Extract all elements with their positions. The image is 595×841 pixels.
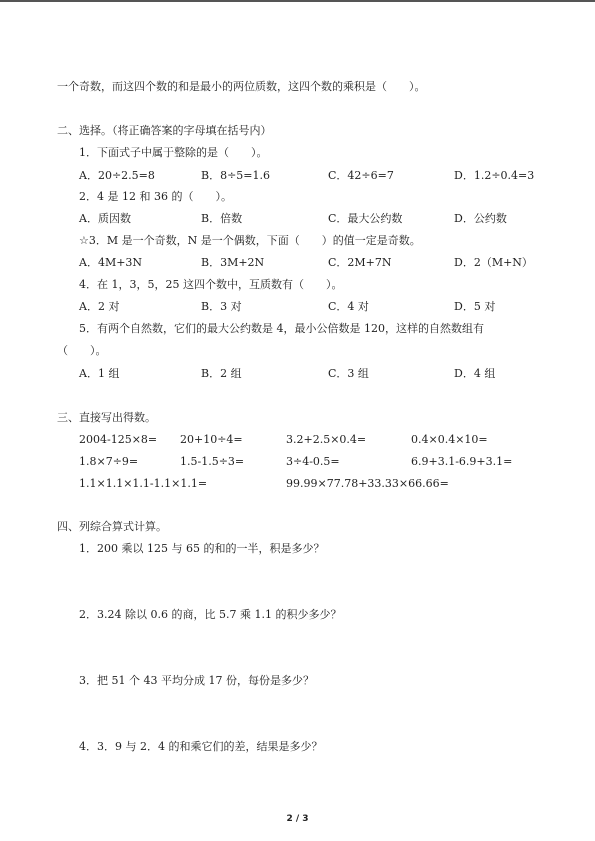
calc-r2-c2: 1.5-1.5÷3= bbox=[180, 455, 245, 468]
q2-option-d: D．公约数 bbox=[454, 212, 507, 225]
q5-option-d: D．4 组 bbox=[454, 367, 496, 380]
q5-option-a: A．1 组 bbox=[79, 367, 120, 380]
q4-text: 4．在 1，3，5，25 这四个数中，互质数有（ ）。 bbox=[79, 278, 343, 291]
calc-r3-c2: 99.99×77.78+33.33×66.66= bbox=[286, 477, 449, 490]
calc-r1-c2: 20+10÷4= bbox=[180, 433, 243, 446]
section3-title: 三、直接写出得数。 bbox=[57, 411, 156, 424]
q2-option-c: C．最大公约数 bbox=[328, 212, 403, 225]
q5-text-line1: 5．有两个自然数，它们的最大公约数是 4，最小公倍数是 120，这样的自然数组有 bbox=[79, 322, 484, 335]
q4-option-b: B．3 对 bbox=[201, 300, 242, 313]
word-problem-4: 4．3．9 与 2．4 的和乘它们的差，结果是多少？ bbox=[79, 740, 323, 753]
q3-option-d: D．2（M+N） bbox=[454, 256, 533, 269]
section4-title: 四、列综合算式计算。 bbox=[57, 520, 167, 533]
q1-option-b: B．8÷5=1.6 bbox=[201, 169, 271, 182]
calc-r2-c3: 3÷4-0.5= bbox=[286, 455, 340, 468]
q1-option-a: A．20÷2.5=8 bbox=[79, 169, 155, 182]
q1-option-c: C．42÷6=7 bbox=[328, 169, 394, 182]
q4-option-a: A．2 对 bbox=[79, 300, 120, 313]
calc-r1-c1: 2004-125×8= bbox=[79, 433, 158, 446]
calc-r3-c1: 1.1×1.1×1.1-1.1×1.1= bbox=[79, 477, 208, 490]
top-border-line bbox=[0, 0, 595, 2]
q3-option-a: A．4M+3N bbox=[79, 256, 143, 269]
intro-text: 一个奇数，而这四个数的和是最小的两位质数，这四个数的乘积是（ ）。 bbox=[57, 80, 426, 93]
q5-option-b: B．2 组 bbox=[201, 367, 242, 380]
q1-option-d: D．1.2÷0.4=3 bbox=[454, 169, 535, 182]
q4-option-d: D．5 对 bbox=[454, 300, 496, 313]
q3-option-b: B．3M+2N bbox=[201, 256, 265, 269]
word-problem-2: 2．3.24 除以 0.6 的商，比 5.7 乘 1.1 的积少多少？ bbox=[79, 608, 342, 621]
word-problem-3: 3．把 51 个 43 平均分成 17 份，每份是多少？ bbox=[79, 674, 314, 687]
q4-option-c: C．4 对 bbox=[328, 300, 369, 313]
q5-text-line2: （ ）。 bbox=[57, 344, 107, 357]
q2-option-a: A．质因数 bbox=[79, 212, 131, 225]
q2-option-b: B．倍数 bbox=[201, 212, 243, 225]
q3-option-c: C．2M+7N bbox=[328, 256, 392, 269]
q3-text: ☆3．M 是一个奇数，N 是一个偶数，下面（ ）的值一定是奇数。 bbox=[79, 234, 421, 247]
calc-r2-c4: 6.9+3.1-6.9+3.1= bbox=[411, 455, 513, 468]
q1-text: 1．下面式子中属于整除的是（ ）。 bbox=[79, 146, 268, 159]
word-problem-1: 1．200 乘以 125 与 65 的和的一半，积是多少？ bbox=[79, 542, 325, 555]
calc-r1-c4: 0.4×0.4×10= bbox=[411, 433, 488, 446]
page-number: 2 / 3 bbox=[286, 814, 309, 824]
q2-text: 2．4 是 12 和 36 的（ ）。 bbox=[79, 190, 232, 203]
q5-option-c: C．3 组 bbox=[328, 367, 369, 380]
calc-r2-c1: 1.8×7÷9= bbox=[79, 455, 139, 468]
section2-title: 二、选择。（将正确答案的字母填在括号内） bbox=[57, 124, 272, 137]
calc-r1-c3: 3.2+2.5×0.4= bbox=[286, 433, 367, 446]
